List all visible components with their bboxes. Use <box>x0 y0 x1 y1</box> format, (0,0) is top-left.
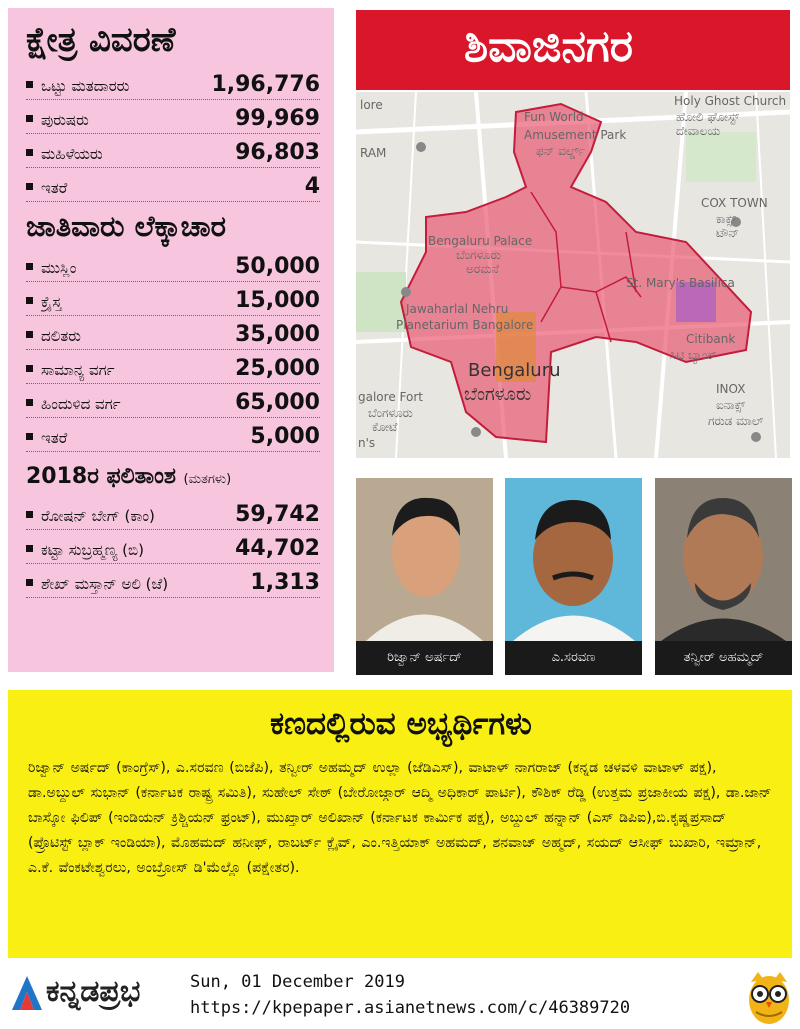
item-label: ಮಹಿಳೆಯರು <box>41 145 103 163</box>
brand-name: ಕನ್ನಡಪ್ರಭ <box>46 974 141 1009</box>
item-value: 1,313 <box>250 570 320 595</box>
item-value: 65,000 <box>235 390 320 415</box>
bullet-icon <box>26 297 33 304</box>
map-label: Holy Ghost Church <box>674 94 787 108</box>
item-label: ದಲಿತರು <box>41 327 81 345</box>
list-item <box>26 384 320 418</box>
item-label: ಪುರುಷರು <box>41 111 89 129</box>
results-title <box>26 460 320 496</box>
item-value: 5,000 <box>250 424 320 449</box>
place-title: ಶಿವಾಜಿನಗರ <box>356 10 790 90</box>
map-label: Planetarium Bangalore <box>396 318 534 332</box>
item-value: 59,742 <box>235 502 320 527</box>
map-label: ಕಾಕ್ಸ್ <box>716 212 737 226</box>
list-item <box>26 248 320 282</box>
map-label: St. Mary's Basilica <box>626 276 735 290</box>
list-item <box>26 496 320 530</box>
source-url[interactable]: https://kpepaper.asianetnews.com/c/46389720 <box>190 998 631 1018</box>
constituency-panel <box>8 8 334 672</box>
map-label: INOX <box>716 382 746 396</box>
map-label: ಐನಾಕ್ಸ್ <box>716 398 746 412</box>
voter-list <box>26 66 320 202</box>
map-label: Bengaluru Palace <box>428 234 533 248</box>
map-label: Fun World <box>524 110 584 124</box>
list-item <box>26 316 320 350</box>
results-unit: (ಮತಗಳು) <box>183 472 232 487</box>
candidates-text: ರಿಜ್ವಾನ್ ಅರ್ಷದ್ (ಕಾಂಗ್ರೆಸ್), ಎ.ಸರವಣ (ಬಿಜೆಪಿ), ತನ್ವೀರ್ ಅಹಮ್ಮದ್ ಉಲ್ಲಾ (ಜೆಡಿಎಸ್), ವಾಟಾಳ್ ನಾಗರಾಜ್ (ಕನ್ನಡ ಚಳವಳಿ ವಾಟಾಳ್ ಪಕ್ಷ), ಡಾ.ಅಬ್ದುಲ್ ಸುಭಾನ್ (ಕರ್ನಾಟಕ ರಾಷ್ಟ್ರ ಸಮಿತಿ), ಸುಹೇಲ್ ಸೇಠ್ (ಬೇರೋಜ್ಗಾರ್ ಆದ್ಮಿ ಅಧಿಕಾರ್ ಪಾರ್ಟಿ), ಕೌಶಿಕ್ ರೆಡ್ಡಿ (ಉತ್ತಮ ಪ್ರಜಾಕೀಯ ಪಕ್ಷ), ಡಾ.ಜಾನ್ ಬಾಸ್ಕೋ ಫಿಲಿಪ್ (ಇಂಡಿಯನ್ ಕ್ರಿಶ್ಚಿಯನ್ ಫ್ರಂಟ್), ಮುಖ್ತಾರ್ ಅಲಿಖಾನ್ (ಕರ್ನಾಟಕ ಕಾರ್ಮಿಕ ಪಕ್ಷ), ಅಬ್ದುಲ್ ಹನ್ನಾನ್ (ಎಸ್ ಡಿಪಿಐ),ಬಿ.ಕೃಷ್ಣಪ್ರಸಾದ್ (ಪ್ರೊಟಿಸ್ಟ್ ಬ್ಲಾಕ್ ಇಂಡಿಯಾ), ಮೊಹಮದ್ ಹನೀಫ್, ರಾಬರ್ಟ್ ಕ್ಲೈವ್, ಎಂ.ಇತ್ತಿಯಾಕ್ ಅಹಮದ್, ಶನವಾಜ್ ಅಹ್ಮದ್, ಸಯದ್ ಆಸೀಫ್ ಬುಖಾರಿ, ಇಮ್ರಾನ್, ಎ.ಕೆ. ವೆಂಕಟೇಶ್ವರಲು, ಅಂಬ್ರೋಸ್ ಡಿ'ಮೆಲ್ಲೊ (ಪಕ್ಷೇತರ). <box>28 760 772 876</box>
map-label: ಫನ್ ವರ್ಲ್ಡ್ <box>536 144 586 158</box>
item-label: ಸಾಮಾನ್ಯ ವರ್ಗ <box>41 361 115 379</box>
candidate-photo <box>655 478 792 675</box>
map-label: ಬೆಂಗಳೂರು <box>456 248 501 262</box>
publication-date: Sun, 01 December 2019 <box>190 972 405 992</box>
item-label: ಇತರೆ <box>41 179 68 197</box>
item-label: ಒಟ್ಟು ಮತದಾರರು <box>41 77 130 95</box>
map-label: Amusement Park <box>524 128 627 142</box>
list-item <box>26 100 320 134</box>
map-label: ಸಿಟಿ ಬ್ಯಾಂಕ್ <box>670 348 717 362</box>
item-label: ಮುಸ್ಲಿಂ <box>41 259 77 277</box>
map-label: ದೇವಾಲಯ <box>676 124 721 138</box>
item-label: ಕಟ್ಟಾ ಸುಬ್ರಹ್ಮಣ್ಯ (ಬಿ) <box>41 541 144 559</box>
bullet-icon <box>26 511 33 518</box>
candidate-photo <box>505 478 642 675</box>
item-value: 96,803 <box>235 140 320 165</box>
list-item <box>26 134 320 168</box>
list-item <box>26 418 320 452</box>
bullet-icon <box>26 81 33 88</box>
item-label: ಹಿಂದುಳಿದ ವರ್ಗ <box>41 395 121 413</box>
item-value: 15,000 <box>235 288 320 313</box>
list-item <box>26 282 320 316</box>
map-label: lore <box>360 98 383 112</box>
constituency-title: ಕ್ಷೇತ್ರ ವಿವರಣೆ <box>26 20 176 60</box>
photo-caption: ತನ್ವೀರ್ ಅಹಮ್ಮದ್ <box>655 641 792 675</box>
map-label: ಬೆಂಗಳೂರು <box>464 384 532 405</box>
item-label: ರೋಷನ್ ಬೇಗ್ (ಕಾಂ) <box>41 507 155 525</box>
map-label: ಕೋಟೆ <box>372 420 398 434</box>
map-label: Citibank <box>686 332 736 346</box>
map-label: RAM <box>360 146 387 160</box>
item-label: ಕ್ರೈಸ್ತ <box>41 293 62 311</box>
candidate-photo <box>356 478 493 675</box>
item-value: 99,969 <box>235 106 320 131</box>
map-label: ಹೋಲಿ ಘೋಸ್ಟ್ <box>676 110 740 124</box>
map-label: galore Fort <box>358 390 423 404</box>
map-label: ಅರಮನೆ <box>466 262 499 276</box>
footer <box>0 962 800 1029</box>
bullet-icon <box>26 263 33 270</box>
list-item <box>26 564 320 598</box>
map-label: COX TOWN <box>701 196 768 210</box>
map-label: ಬೆಂಗಳೂರು <box>368 406 413 420</box>
bullet-icon <box>26 399 33 406</box>
portrait-image <box>356 478 493 641</box>
owl-mascot-icon <box>746 968 792 1026</box>
constituency-map <box>356 92 790 458</box>
item-label: ಇತರೆ <box>41 429 68 447</box>
list-item <box>26 530 320 564</box>
item-value: 50,000 <box>235 254 320 279</box>
results-title-text: 2018ರ ಫಲಿತಾಂಶ <box>26 464 176 489</box>
list-item <box>26 350 320 384</box>
portrait-image <box>505 478 642 641</box>
bullet-icon <box>26 579 33 586</box>
item-value: 35,000 <box>235 322 320 347</box>
bullet-icon <box>26 365 33 372</box>
photo-caption: ರಿಜ್ವಾನ್ ಅರ್ಷದ್ <box>356 641 493 675</box>
caste-title: ಜಾತಿವಾರು ಲೆಕ್ಕಾಚಾರ <box>26 209 226 243</box>
item-label: ಶೇಖ್ ಮಸ್ತಾನ್ ಅಲಿ (ಜೆ) <box>41 575 169 593</box>
bullet-icon <box>26 149 33 156</box>
map-label: Jawaharlal Nehru <box>406 302 509 316</box>
brand-logo-icon <box>10 974 44 1014</box>
map-label: ಗರುಡ ಮಾಲ್ <box>708 414 764 428</box>
candidates-section <box>8 690 792 958</box>
bullet-icon <box>26 545 33 552</box>
portrait-image <box>655 478 792 641</box>
results-list <box>26 496 320 598</box>
bullet-icon <box>26 331 33 338</box>
map-label: Bengaluru <box>468 360 561 381</box>
photo-caption: ಎ.ಸರವಣ <box>505 641 642 675</box>
caste-list <box>26 248 320 452</box>
item-value: 1,96,776 <box>211 72 320 97</box>
list-item <box>26 168 320 202</box>
item-value: 4 <box>304 174 320 199</box>
map-label: ಟೌನ್ <box>716 226 739 240</box>
map-label: n's <box>358 436 376 450</box>
bullet-icon <box>26 115 33 122</box>
candidates-title: ಕಣದಲ್ಲಿರುವ ಅಭ್ಯರ್ಥಿಗಳು <box>270 706 532 742</box>
bullet-icon <box>26 433 33 440</box>
list-item <box>26 66 320 100</box>
bullet-icon <box>26 183 33 190</box>
item-value: 25,000 <box>235 356 320 381</box>
item-value: 44,702 <box>235 536 320 561</box>
